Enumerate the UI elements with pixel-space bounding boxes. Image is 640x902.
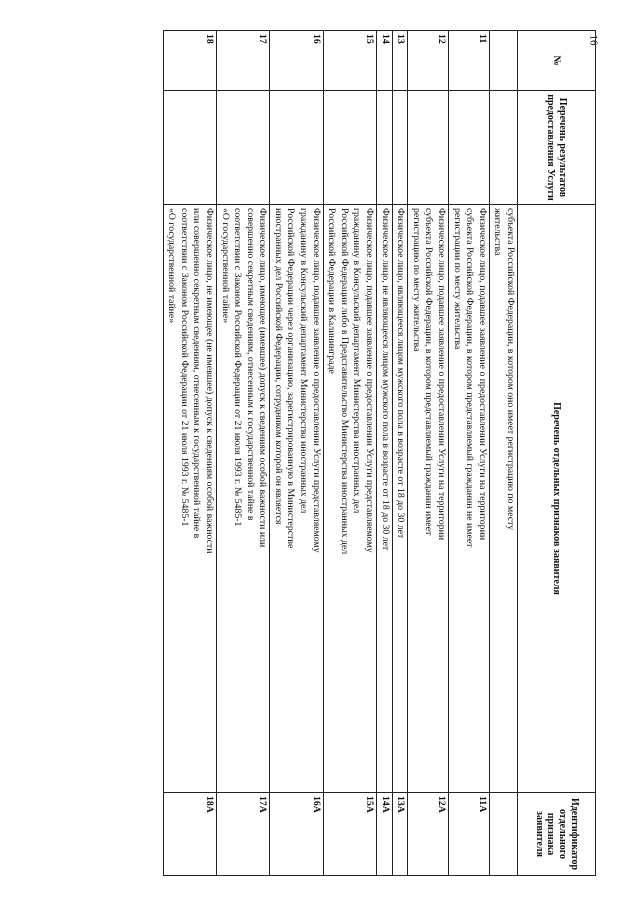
feature-line: Физическое лицо, не имеющее (не имевшее) допуск к сведениям особой важности <box>203 208 215 554</box>
feature-line: гражданину в Консульский департамент Министерства иностранных дел <box>298 208 310 514</box>
feature-line: совершенно секретным сведениям, отнесенным к государственной тайне в <box>244 208 256 521</box>
feature-line: Физическое лицо, подавшее заявление о предоставлении Услуги представляемому <box>364 208 376 553</box>
row-feature <box>489 205 517 793</box>
row-number <box>489 31 517 91</box>
row-identifier: 13А <box>392 793 408 876</box>
row-result <box>323 91 376 205</box>
row-number: 18 <box>163 31 216 91</box>
row-number: 17 <box>216 31 269 91</box>
row-result <box>449 91 490 205</box>
table-row <box>323 31 376 876</box>
row-result <box>270 91 323 205</box>
table-row <box>216 31 269 876</box>
feature-line: или совершенно секретным сведениям, отнесенным к государственной тайне в <box>191 208 203 539</box>
row-feature <box>377 205 393 793</box>
page-number: 16 <box>587 34 600 46</box>
row-identifier: 11А <box>449 793 490 876</box>
row-feature <box>408 205 449 793</box>
row-number: 15 <box>323 31 376 91</box>
row-result <box>408 91 449 205</box>
row-identifier: 16А <box>270 793 323 876</box>
feature-line: иностранных дел Российской Федерации, сотрудником которой он является <box>272 208 284 525</box>
feature-line: регистрацию по месту жительства <box>410 208 422 352</box>
row-number: 16 <box>270 31 323 91</box>
feature-line: «О государственной тайне» <box>166 208 178 324</box>
feature-line: соответствии с Законом Российской Федерации от 21 июля 1993 г. № 5485-1 <box>232 208 244 527</box>
table-row <box>408 31 449 876</box>
row-feature <box>270 205 323 793</box>
row-identifier: 15А <box>323 793 376 876</box>
row-feature <box>216 205 269 793</box>
feature-line: Российской Федерации либо в Представительство Министерства иностранных дел <box>338 208 350 555</box>
row-number: 13 <box>392 31 408 91</box>
table-row <box>377 31 393 876</box>
row-result <box>163 91 216 205</box>
feature-line: гражданину в Консульский департамент Министерства иностранных дел <box>351 208 363 514</box>
row-feature <box>163 205 216 793</box>
features-table <box>163 30 596 876</box>
header-features: Перечень отдельных признаков заявителя <box>518 205 596 793</box>
row-feature <box>323 205 376 793</box>
row-result <box>489 91 517 205</box>
feature-line: Физическое лицо, подавшее заявление о предоставлении Услуги представляемому <box>310 208 322 553</box>
header-identifier: Идентификатор отдельного признака заявителя <box>518 793 596 876</box>
row-number: 12 <box>408 31 449 91</box>
feature-line: Физическое лицо, имеющее (имевшее) допуск к сведениям особой важности или <box>257 208 269 548</box>
feature-line: регистрации по месту жительства <box>451 208 463 350</box>
header-row <box>518 31 596 876</box>
row-number: 11 <box>449 31 490 91</box>
feature-line: субъекта Российской Федерации, в котором представляемый гражданин имеет <box>423 208 435 536</box>
table-row <box>489 31 517 876</box>
feature-line: жительства <box>492 208 504 256</box>
feature-line: субъекта Российской Федерации, в котором представляемый гражданин не имеет <box>464 208 476 548</box>
feature-line: соответствии с Законом Российской Федерации от 21 июля 1993 г. № 5485-1 <box>178 208 190 527</box>
row-identifier <box>489 793 517 876</box>
table-row <box>163 31 216 876</box>
feature-line: Физическое лицо, подавшее заявление о предоставлении Услуги на территории <box>476 208 488 541</box>
header-num: № <box>518 31 596 91</box>
row-number: 14 <box>377 31 393 91</box>
row-identifier: 14А <box>377 793 393 876</box>
row-result <box>377 91 393 205</box>
feature-line: Физическое лицо, являющееся лицом мужского пола в возрасте от 18 до 30 лет <box>395 208 407 539</box>
row-result <box>216 91 269 205</box>
row-result <box>392 91 408 205</box>
row-identifier: 17А <box>216 793 269 876</box>
table-body <box>163 31 517 876</box>
row-feature <box>392 205 408 793</box>
table-row <box>270 31 323 876</box>
feature-line: «О государственной тайне» <box>219 208 231 324</box>
feature-line: Физическое лицо, подавшее заявление о предоставлении Услуги на территории <box>436 208 448 541</box>
row-feature <box>449 205 490 793</box>
row-identifier: 18А <box>163 793 216 876</box>
rotated-page <box>86 30 596 875</box>
feature-line: Российской Федерации в Калининграде <box>326 208 338 374</box>
table-row <box>449 31 490 876</box>
header-results: Перечень результатов предоставления Услуги <box>518 91 596 205</box>
feature-line: Российской Федерации через организацию, зарегистрированную в Министерстве <box>285 208 297 549</box>
feature-line: Физическое лицо, не являющееся лицом мужского пола в возрасте от 18 до 30 лет <box>379 208 391 551</box>
feature-line: субъекта Российской Федерации, в котором оно имеет регистрацию по месту <box>505 208 516 531</box>
table-row <box>392 31 408 876</box>
row-identifier: 12А <box>408 793 449 876</box>
